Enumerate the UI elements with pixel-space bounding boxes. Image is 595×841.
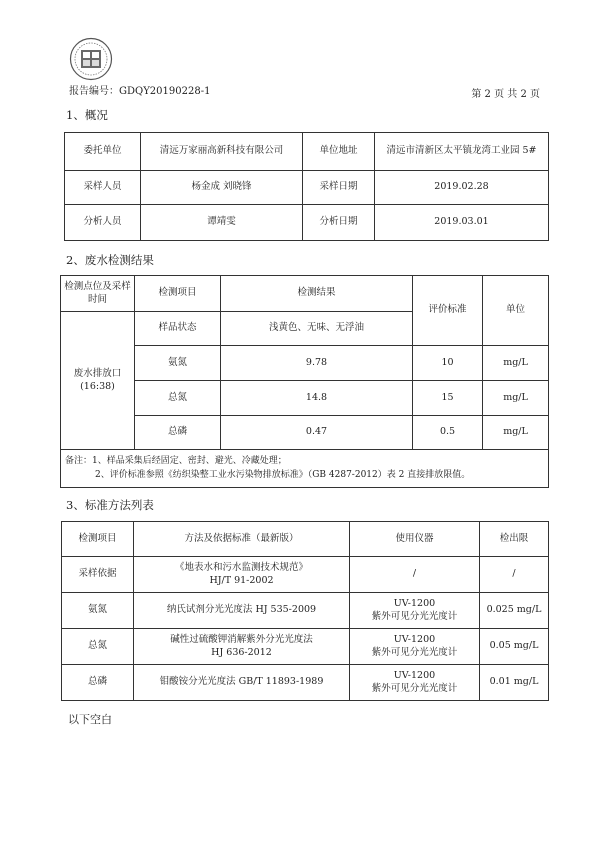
result-unit: mg/L: [483, 346, 549, 381]
result-value: 9.78: [221, 346, 413, 381]
overview-table: [64, 132, 549, 241]
overview-value: 清远万家丽高新科技有限公司: [141, 133, 303, 171]
method-item: 总氮: [62, 629, 134, 665]
method-line-1: 钼酸铵分光光度法 GB/T 11893-1989: [159, 676, 324, 688]
result-item: 总磷: [135, 416, 221, 450]
instrument-name: 紫外可见分光光度计: [371, 682, 458, 694]
table-row: [62, 629, 549, 665]
method-instrument: [350, 557, 480, 593]
table-row: [62, 522, 549, 557]
method-standard: [134, 629, 350, 665]
instrument-name: 紫外可见分光光度计: [371, 646, 458, 658]
header-instrument: 使用仪器: [350, 522, 480, 557]
table-row: [62, 557, 549, 593]
section1-title: 1、概况: [66, 108, 108, 122]
table-row: [61, 416, 549, 450]
table-row: [65, 133, 549, 171]
method-item: 总磷: [62, 665, 134, 701]
overview-label: 单位地址: [303, 133, 375, 171]
remark-1: 备注：1、样品采集后经固定、密封、避光、冷藏处理；: [65, 456, 287, 467]
result-unit: mg/L: [483, 416, 549, 450]
section3-title: 3、标准方法列表: [66, 498, 154, 512]
header-method: 方法及依据标准（最新版）: [134, 522, 350, 557]
methods-table: [61, 521, 549, 701]
sampling-point: [61, 312, 135, 450]
sample-state-value: 浅黄色、无味、无浮油: [221, 312, 413, 346]
header-result: 检测结果: [221, 276, 413, 312]
point-time: (16:38): [80, 380, 115, 392]
header-standard: 评价标准: [413, 276, 483, 346]
point-name: 废水排放口: [73, 367, 122, 379]
header-item: 检测项目: [62, 522, 134, 557]
overview-label: 分析人员: [65, 205, 141, 241]
method-line-1: 纳氏试剂分光光度法 HJ 535-2009: [166, 604, 317, 616]
instrument-name: 紫外可见分光光度计: [371, 610, 458, 622]
result-standard: 10: [413, 346, 483, 381]
end-of-report-text: 以下空白: [68, 713, 112, 726]
table-row: [61, 346, 549, 381]
wastewater-results-table: [60, 275, 549, 488]
method-line-2: HJ/T 91-2002: [209, 574, 274, 586]
section2-title: 2、废水检测结果: [66, 253, 154, 267]
instrument-model: UV-1200: [393, 633, 436, 645]
method-standard: [134, 665, 350, 701]
method-instrument: [350, 665, 480, 701]
method-standard: [134, 593, 350, 629]
header-point: 检测点位及采样时间: [61, 276, 135, 312]
table-row: [62, 593, 549, 629]
table-row: [65, 205, 549, 241]
report-number-value: GDQY20190228-1: [119, 86, 211, 97]
instrument-model: /: [412, 568, 417, 580]
header-unit: 单位: [483, 276, 549, 346]
method-limit: /: [480, 557, 549, 593]
method-instrument: [350, 593, 480, 629]
header-limit: 检出限: [480, 522, 549, 557]
overview-label: 采样日期: [303, 171, 375, 205]
result-standard: 15: [413, 381, 483, 416]
instrument-model: UV-1200: [393, 669, 436, 681]
table-row: [61, 450, 549, 488]
overview-value: 清远市清新区太平镇龙湾工业园 5#: [375, 133, 549, 171]
report-number: [69, 82, 210, 97]
instrument-model: UV-1200: [393, 597, 436, 609]
method-instrument: [350, 629, 480, 665]
method-line-1: 《地表水和污水监测技术规范》: [174, 561, 308, 573]
remark-2: 2、评价标准参照《纺织染整工业水污染物排放标准》（GB 4287-2012）表 2 直接排放限值。: [95, 469, 471, 480]
overview-value: 2019.02.28: [375, 171, 549, 205]
overview-label: 采样人员: [65, 171, 141, 205]
overview-value: 谭靖雯: [141, 205, 303, 241]
table-row: [65, 171, 549, 205]
method-standard: [134, 557, 350, 593]
header-item: 检测项目: [135, 276, 221, 312]
overview-label: 委托单位: [65, 133, 141, 171]
method-line-2: HJ 636-2012: [211, 646, 272, 658]
result-item: 氨氮: [135, 346, 221, 381]
page-info: 第 2 页 共 2 页: [471, 89, 540, 100]
method-line-1: 碱性过硫酸钾消解紫外分光光度法: [170, 633, 313, 645]
method-item: 氨氮: [62, 593, 134, 629]
result-standard: 0.5: [413, 416, 483, 450]
table-row: [62, 665, 549, 701]
result-value: 14.8: [221, 381, 413, 416]
company-logo: [69, 37, 113, 81]
sample-state-label: 样品状态: [135, 312, 221, 346]
report-number-label: 报告编号：: [69, 86, 119, 97]
table-row: [61, 381, 549, 416]
method-limit: 0.025 mg/L: [480, 593, 549, 629]
overview-value: 杨金成 刘晓锋: [141, 171, 303, 205]
overview-value: 2019.03.01: [375, 205, 549, 241]
method-item: 采样依据: [62, 557, 134, 593]
result-value: 0.47: [221, 416, 413, 450]
result-unit: mg/L: [483, 381, 549, 416]
result-item: 总氮: [135, 381, 221, 416]
table-row: [61, 276, 549, 312]
remarks: [61, 450, 549, 488]
method-limit: 0.05 mg/L: [480, 629, 549, 665]
method-limit: 0.01 mg/L: [480, 665, 549, 701]
overview-label: 分析日期: [303, 205, 375, 241]
